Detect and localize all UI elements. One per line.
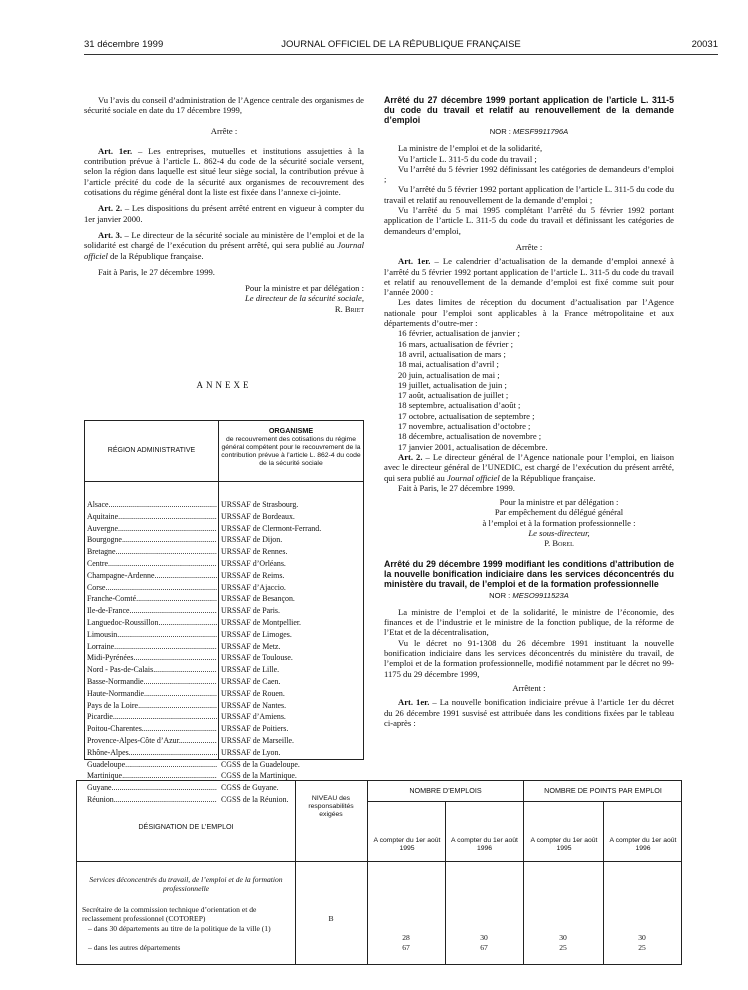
r-q2: Vu le décret no 91-1308 du 26 décembre 1991 instituant la nouvelle bonification indiciaire dans les services déconcentrés du ministère du travail, de l’emploi et de la formation professionnelle, modifié notamment par le décret no 99-1175 du 29 décembre 1999, xyxy=(384,637,674,679)
divider xyxy=(523,781,524,964)
organisme-name: URSSAF de Toulouse. xyxy=(221,653,293,663)
left-art2-label: Art. 2. xyxy=(98,203,123,214)
left-sig-name: R. Briet xyxy=(334,303,364,314)
left-art3-label: Art. 3. xyxy=(98,229,123,240)
arrete-1-title: Arrêté du 27 décembre 1999 portant application de l’article L. 311-5 du code du travail et relatif au renouvellement de la demande d’emploi xyxy=(384,95,674,125)
r-q1: La ministre de l’emploi et de la solidarité, le ministre de l’économie, des finances et de l’industrie et le ministre de la fonction publique, de la réforme de l’Etat et de la décentralisation, xyxy=(384,606,674,638)
divider xyxy=(367,781,368,964)
organisme-name: URSSAF de Strasbourg. xyxy=(221,500,299,509)
region-name: Corse ..... xyxy=(87,582,217,594)
region-name: Picardie ..... xyxy=(87,711,217,723)
region-name: Bourgogne ..... xyxy=(87,534,217,546)
list-item: 16 février, actualisation de janvier ; xyxy=(398,328,520,339)
left-art2-text: – Les dispositions du présent arrêté entrent en vigueur à compter du 1er janvier 2000. xyxy=(84,203,364,224)
region-name: Martinique ..... xyxy=(87,770,217,782)
column-header-region: RÉGION ADMINISTRATIVE xyxy=(107,447,196,454)
table-row xyxy=(85,735,363,747)
val-b-2: 67 xyxy=(480,943,488,952)
region-name: Midi-Pyrénées ..... xyxy=(87,652,217,664)
table-row xyxy=(85,617,363,629)
table-row xyxy=(85,688,363,700)
r-fait: Fait à Paris, le 27 décembre 1999. xyxy=(398,482,515,493)
sub-1: A compter du 1er août 1995 xyxy=(373,837,441,852)
organisme-name: URSSAF de Marseille. xyxy=(221,735,294,745)
table-row xyxy=(85,499,363,511)
table-row xyxy=(85,534,363,546)
left-arrete: Arrête : xyxy=(210,125,238,136)
header-rule xyxy=(84,54,718,55)
organisme-name: URSSAF de Lille. xyxy=(221,665,280,675)
organisme-name: URSSAF de Bordeaux. xyxy=(221,511,295,521)
item-sub-b: – dans les autres départements xyxy=(88,943,181,952)
r-p2: Vu l’article L. 311-5 du code du travail ; xyxy=(398,153,537,164)
organisme-name: URSSAF de Poitiers. xyxy=(221,724,289,734)
r-article-2: Art. 2. – Le directeur général de l’Agence nationale pour l’emploi, en liaison avec le directeur général de l’UNEDIC, est chargé de l’exécution du présent arrêté, qui sera publié au Journal officiel de la République française. xyxy=(384,451,674,483)
left-article-1 xyxy=(84,146,364,197)
list-item: 18 mai, actualisation d’avril ; xyxy=(398,359,499,370)
r-p4: Vu l’arrêté du 5 février 1992 portant application de l’article L. 311-5 du code du travail et relatif au renouvellement de la demande d’emploi ; xyxy=(384,184,674,205)
region-name: Centre ..... xyxy=(87,558,217,570)
header-date: 31 décembre 1999 xyxy=(84,39,164,50)
arrete-1-nor: NOR : MESF9911796A xyxy=(489,127,569,136)
item-cotorep: Secrétaire de la commission technique d’orientation et de reclassement professionnel (COTOREP) xyxy=(82,905,257,924)
val-b-4: 25 xyxy=(638,943,646,952)
region-name: Franche-Comté ..... xyxy=(87,593,217,605)
r-p5: Vu l’arrêté du 5 mai 1995 complétant l’arrêté du 5 février 1992 portant application de l’article L. 311-5 du code du travail et définissant les catégories de demandeurs d’emploi, xyxy=(384,205,674,236)
r-sig-2: Par empêchement du délégué général xyxy=(494,507,624,518)
table-row xyxy=(85,664,363,676)
table-row xyxy=(85,747,363,759)
left-art3-journal: Journal officiel xyxy=(84,240,364,261)
left-art1-text: – Les entreprises, mutuelles et institutions assujetties à la contribution prévue à l’article L. 862-4 du code de la sécurité sociale versent, selon la région dans laquelle est situé leur siège social, la contribution prévue à l’article précité du code de la sécurité aux organismes de recouvrement des cotisations du régime général dont la liste est fixée dans l’annexe ci-jointe. xyxy=(84,145,365,198)
organisme-name: CGSS de la Réunion. xyxy=(221,794,289,804)
organisme-name: URSSAF de Metz. xyxy=(221,641,281,651)
region-table xyxy=(84,420,364,804)
organisme-name: URSSAF de Rennes. xyxy=(221,547,288,557)
divider xyxy=(603,801,604,964)
region-name: Guadeloupe ..... xyxy=(87,759,217,771)
val-a-3: 30 xyxy=(559,933,567,942)
organisme-name: URSSAF d’Orléans. xyxy=(221,558,286,568)
r-arretent: Arrêtent : xyxy=(512,682,546,693)
table-row xyxy=(85,546,363,558)
arrete-2-title: Arrêté du 29 décembre 1999 modifiant les conditions d’attribution de la nouvelle bonification indiciaire dans les services déconcentrés du ministère du travail, de l’emploi et de la formation professionnelle xyxy=(384,558,674,589)
item-sub-a: – dans 30 départements au titre de la politique de la ville (1) xyxy=(88,924,271,933)
niveau-value: B xyxy=(328,914,334,923)
page-header xyxy=(84,39,718,53)
organisme-name: CGSS de la Guadeloupe. xyxy=(221,759,300,769)
organisme-name: URSSAF de Lyon. xyxy=(221,747,281,757)
list-item: 18 septembre, actualisation d’août ; xyxy=(398,400,521,411)
r-article-1-dates-intro: Les dates limites de réception du document d’actualisation par l’Agence nationale pour l’emploi sont applicables à la France métropolitaine et aux départements d’outre-mer : xyxy=(384,297,674,329)
table-row xyxy=(85,523,363,535)
table-row xyxy=(85,570,363,582)
organisme-name: URSSAF de Reims. xyxy=(221,570,285,580)
left-sig-line-2: Le directeur de la sécurité sociale, xyxy=(244,293,364,304)
region-name: Alsace ..... xyxy=(87,499,217,511)
left-article-2 xyxy=(84,203,364,224)
left-art3-text-a: – Le directeur de la sécurité sociale au ministère de l’emploi et de la solidarité est chargé de l’exécution du présent arrêté, qui sera publié au xyxy=(84,229,365,251)
column-header-organisme: ORGANISME de recouvrement des cotisations du régime général compétent pour le recouvrement de la contribution prévue à l’article L. 862-4 du code de la sécurité sociale xyxy=(221,426,361,467)
list-item: 19 juillet, actualisation de juin ; xyxy=(398,379,507,390)
r-p1: La ministre de l’emploi et de la solidarité, xyxy=(398,143,543,154)
region-name: Pays de la Loire ..... xyxy=(87,700,217,712)
region-name: Aquitaine ..... xyxy=(87,511,217,523)
rule xyxy=(77,861,681,862)
sub-4: A compter du 1er août 1996 xyxy=(609,837,677,852)
region-name: Languedoc-Roussillon ..... xyxy=(87,617,217,629)
right-column xyxy=(384,95,674,728)
r-p3: Vu l’arrêté du 5 février 1992 définissant les catégories de demandeurs d’emploi ; xyxy=(384,163,674,185)
list-item: 17 novembre, actualisation d’octobre ; xyxy=(398,421,531,432)
r-sig-5: P. Borel xyxy=(544,538,574,549)
organisme-name: URSSAF de Dijon. xyxy=(221,535,283,545)
arrete-2-nor: NOR : MESO9911523A xyxy=(489,590,569,600)
organisme-name: URSSAF de Limoges. xyxy=(221,629,292,639)
left-art1-label: Art. 1er. xyxy=(98,145,133,156)
left-column xyxy=(84,95,364,314)
organisme-name: CGSS de la Martinique. xyxy=(221,771,297,781)
val-b-1: 67 xyxy=(402,943,410,952)
sub-2: A compter du 1er août 1996 xyxy=(451,837,518,852)
left-article-3 xyxy=(84,230,364,261)
region-name: Provence-Alpes-Côte d’Azur ..... xyxy=(87,735,217,747)
region-name: Guyane ..... xyxy=(87,782,217,794)
rule xyxy=(367,801,681,802)
table-row xyxy=(85,582,363,594)
r-sig-4: Le sous-directeur, xyxy=(528,527,590,538)
table-header-rule xyxy=(85,481,363,482)
left-signature xyxy=(84,283,364,314)
table-row xyxy=(85,558,363,570)
table-row xyxy=(85,652,363,664)
region-name: Champagne-Ardenne ..... xyxy=(87,570,217,582)
region-name: Bretagne ..... xyxy=(87,546,217,558)
r-sig-1: Pour la ministre et par délégation : xyxy=(499,497,619,508)
header-journal-title: JOURNAL OFFICIEL DE LA RÉPUBLIQUE FRANÇAISE xyxy=(281,39,521,50)
table-row xyxy=(85,511,363,523)
left-art3-text-b: de la République française. xyxy=(107,250,204,261)
region-name: Auvergne ..... xyxy=(87,523,217,535)
region-name: Poitou-Charentes ..... xyxy=(87,723,217,735)
h-niveau: NIVEAU des responsabilités exigées xyxy=(308,795,354,818)
organisme-name: URSSAF d’Ajaccio. xyxy=(221,582,286,592)
list-item: 18 décembre, actualisation de novembre ; xyxy=(398,431,542,442)
organisme-name: URSSAF de Nantes. xyxy=(221,700,287,710)
table-row xyxy=(85,641,363,653)
left-fait: Fait à Paris, le 27 décembre 1999. xyxy=(98,266,215,277)
h-points: NOMBRE DE POINTS PAR EMPLOI xyxy=(544,786,662,795)
organisme-name: CGSS de Guyane. xyxy=(221,783,279,793)
organisme-name: URSSAF de Rouen. xyxy=(221,688,285,698)
region-name: Haute-Normandie ..... xyxy=(87,688,217,700)
region-name: Basse-Normandie ..... xyxy=(87,676,217,688)
h-nombre: NOMBRE D’EMPLOIS xyxy=(409,786,482,795)
val-a-2: 30 xyxy=(480,933,488,942)
region-name: Réunion ..... xyxy=(87,794,217,806)
val-a-1: 28 xyxy=(402,933,410,942)
table-row xyxy=(85,605,363,617)
val-b-3: 25 xyxy=(559,943,567,952)
table-row xyxy=(85,676,363,688)
organisme-name: URSSAF d’Amiens. xyxy=(221,712,286,722)
section-title: Services déconcentrés du travail, de l’emploi et de la formation professionnelle xyxy=(89,875,283,894)
table-row xyxy=(85,759,363,771)
r-arrete: Arrête : xyxy=(515,241,543,252)
h-designation: DÉSIGNATION DE L’EMPLOI xyxy=(138,822,234,831)
r-article-1b: Art. 1er. – La nouvelle bonification indiciaire prévue à l’article 1er du décret du 26 décembre 1991 susvisé est attribuée dans les conditions fixées par le tableau ci-après : xyxy=(384,697,674,728)
dates-list xyxy=(384,328,674,452)
list-item: 16 mars, actualisation de février ; xyxy=(398,338,514,349)
organisme-name: URSSAF de Paris. xyxy=(221,606,280,616)
table-row xyxy=(85,629,363,641)
emploi-table xyxy=(76,780,682,965)
list-item: 17 janvier 2001, actualisation de décembre. xyxy=(398,441,548,452)
left-sig-line-1: Pour la ministre et par délégation : xyxy=(245,283,364,294)
table-row xyxy=(85,711,363,723)
region-rows xyxy=(85,499,363,806)
r-signature xyxy=(384,497,674,548)
table-row xyxy=(85,593,363,605)
organisme-name: URSSAF de Montpellier. xyxy=(221,617,302,627)
list-item: 20 juin, actualisation de mai ; xyxy=(398,369,500,380)
header-page-number: 20031 xyxy=(691,39,718,50)
region-name: Lorraine ..... xyxy=(87,641,217,653)
list-item: 17 août, actualisation de juillet ; xyxy=(398,390,509,401)
region-name: Ile-de-France ..... xyxy=(87,605,217,617)
r-article-1: Art. 1er. – Le calendrier d’actualisation de la demande d’emploi annexé à l’arrêté du 5 février 1992 portant application de l’article L. 311-5 du code du travail et relatif au renouvellement de la demande d’emploi est fixé comme suit pour l’année 2000 : xyxy=(384,256,674,298)
left-vu: Vu l’avis du conseil d’administration de l’Agence centrale des organismes de sécurité sociale en date du 17 décembre 1999, xyxy=(84,95,364,116)
table-row xyxy=(85,700,363,712)
list-item: 17 octobre, actualisation de septembre ; xyxy=(398,410,535,421)
annexe-title: ANNEXE xyxy=(196,380,252,390)
organisme-name: URSSAF de Clermont-Ferrand. xyxy=(221,523,322,533)
region-name: Nord - Pas-de-Calais ..... xyxy=(87,664,217,676)
sub-3: A compter du 1er août 1995 xyxy=(530,837,598,852)
region-name: Rhône-Alpes ..... xyxy=(87,747,217,759)
region-name: Limousin ..... xyxy=(87,629,217,641)
divider xyxy=(445,801,446,964)
organisme-name: URSSAF de Caen. xyxy=(221,676,281,686)
list-item: 18 avril, actualisation de mars ; xyxy=(398,348,506,359)
organisme-name: URSSAF de Besançon. xyxy=(221,594,295,604)
val-a-4: 30 xyxy=(638,933,646,942)
table-row xyxy=(85,723,363,735)
r-sig-3: à l’emploi et à la formation professionnelle : xyxy=(482,517,636,528)
